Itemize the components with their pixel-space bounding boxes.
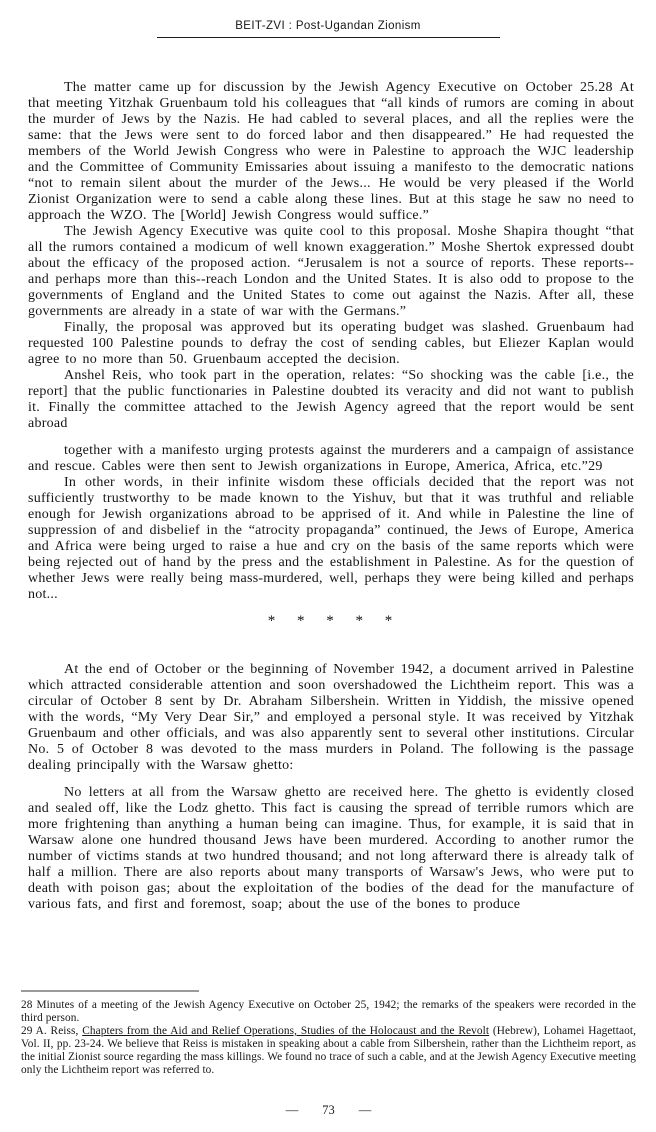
page-number-left-dash: — (285, 1103, 299, 1117)
page-title: BEIT-ZVI : Post-Ugandan Zionism (235, 20, 421, 32)
page-number-value: 73 (322, 1103, 335, 1117)
footnote-28 (21, 999, 636, 1025)
header-rule (157, 37, 500, 38)
asterisk-section-separator: * * * * * (267, 613, 395, 629)
running-header (0, 0, 656, 38)
page-bottom-block (21, 990, 636, 1118)
page-number-right-dash: — (358, 1103, 372, 1117)
footnote-29-text-continued: (Hebrew), Lohamei Hagettaot, Vol. II, pp. 23-24. We believe that Reiss is mistaken in speaking about a cable from Silbershein, rather than the Lichtheim report, as the initial Zionist source regarding the mass killings. We found no trace of such a cable, and at the Jewish Agency Executive meeting only the Lichtheim report was referred to. (21, 1025, 637, 1076)
footnote-29 (21, 1025, 636, 1077)
block-quote-paragraph: together with a manifesto urging protests against the murderers and a campaign of assistance and rescue. Cables were then sent to Jewish organizations in Europe, America, Africa, etc.”29 (28, 443, 634, 474)
page-number (21, 1103, 636, 1118)
paragraph: In other words, in their infinite wisdom these officials decided that the report was not sufficiently trustworthy to be made known to the Yishuv, but that it was truthful and reliable enough for Jewish organizations abroad to be apprised of it. And while in Palestine the line of suppression of and disbelief in the “atrocity propaganda” continued, the Jews of Europe, America and Africa were being urged to raise a hue and cry on the basis of the same reports which were being rejected out of hand by the press and the establishment in Palestine. As for the question of whether Jews were really being mass-murdered, well, perhaps they were being killed and perhaps not... (28, 475, 634, 602)
paragraph: Finally, the proposal was approved but its operating budget was slashed. Gruenbaum had requested 100 Palestine pounds to defray the cost of sending cables, but Eliezer Kaplan would agree to no more than 50. Gruenbaum accepted the decision. (28, 320, 634, 367)
block-quote-paragraph: No letters at all from the Warsaw ghetto are received here. The ghetto is evidently closed and sealed off, like the Lodz ghetto. This fact is causing the spread of terrible rumors which are more frightening than anything a human being can imagine. Thus, for example, it is said that in Warsaw alone one hundred thousand Jews have been murdered. According to another rumor the number of victims stands at two hundred thousand; and not long afterward there is already talk of half a million. There are also reports about many transports of Warsaw's Jews, who were put to death with poison gas; about the exploitation of the bodies of the dead for the manufacture of various fats, and first and foremost, soap; about the use of the bones to produce (28, 785, 634, 912)
footnotes (21, 999, 636, 1077)
paragraph: At the end of October or the beginning of November 1942, a document arrived in Palestine which attracted considerable attention and soon overshadowed the Lichtheim report. This was a circular of October 8 sent by Dr. Abraham Silbershein. Written in Yiddish, the missive opened with the words, “My Very Dear Sir,” and employed a personal style. It was received by Yitzhak Gruenbaum and other officials, and was also apparently sent to several other institutions. Circular No. 5 of October 8 was devoted to the mass murders in Poland. The following is the passage dealing principally with the Warsaw ghetto: (28, 662, 634, 773)
page-body (28, 80, 634, 913)
paragraph: Anshel Reis, who took part in the operation, relates: “So shocking was the cable [i.e., the report] that the public functionaries in Palestine doubted its veracity and did not want to publish it. Finally the committee attached to the Jewish Agency agreed that the report would be sent abroad (28, 368, 634, 431)
paragraph: The Jewish Agency Executive was quite cool to this proposal. Moshe Shapira thought “that all the rumors contained a modicum of well known exaggeration.” Moshe Shertok expressed doubt about the efficacy of the proposed action. “Jerusalem is not a source of reports. These reports--and perhaps more than this--reach London and the United States. It is also odd to propose to the governments of England and the United States to come out against the Nazis. After all, these governments are already in a state of war with the Germans.” (28, 224, 634, 319)
footnote-29-book-title: Chapters from the Aid and Relief Operations, Studies of the Holocaust and the Revolt (82, 1025, 490, 1037)
footnote-29-text: 29 A. Reiss, (21, 1025, 83, 1037)
footnote-rule (21, 990, 199, 992)
paragraph: The matter came up for discussion by the Jewish Agency Executive on October 25.28 At that meeting Yitzhak Gruenbaum told his colleagues that “all kinds of rumors are coming in about the murder of Jews by the Nazis. He had cabled to several places, and all the replies were the same: that the Jews were sent to do forced labor and then disappeared.” He had requested the members of the World Jewish Congress who were in Palestine to approach the WJC leadership and the Committee of Community Emissaries about issuing a manifesto to the democratic nations “not to remain silent about the murder of the Jews... He would be very pleased if the World Zionist Organization were to send a cable along these lines. But at this stage he saw no need to approach the WZO. The [World] Jewish Congress would suffice.” (28, 80, 634, 223)
footnote-28-text: 28 Minutes of a meeting of the Jewish Agency Executive on October 25, 1942; the remarks of the speakers were recorded in the third person. (21, 999, 636, 1024)
